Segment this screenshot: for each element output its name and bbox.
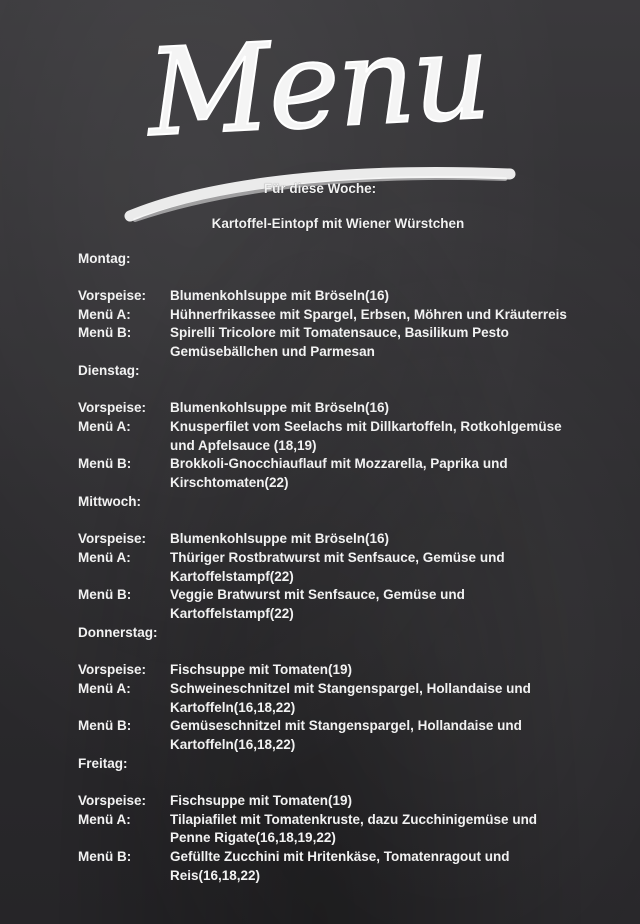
course-label: Menü A: — [78, 549, 131, 565]
menu-row — [78, 287, 578, 306]
course-label: Menü A: — [78, 680, 131, 696]
week-dish: Kartoffel-Eintopf mit Wiener Würstchen — [211, 216, 465, 231]
menu-row — [78, 306, 578, 325]
course-label: Vorspeise: — [78, 400, 147, 416]
course-label: Menü B: — [78, 587, 132, 603]
menu-row — [78, 811, 578, 848]
menu-row — [78, 399, 578, 418]
dish-text: Blumenkohlsuppe mit Bröseln(16) — [170, 400, 390, 416]
menu-row — [78, 418, 578, 455]
course-label: Vorspeise: — [78, 531, 147, 547]
course-label: Menü A: — [78, 306, 131, 322]
course-label: Menü B: — [78, 718, 132, 734]
course-label: Vorspeise: — [78, 662, 147, 678]
day-section — [78, 493, 578, 623]
menu-row — [78, 530, 578, 549]
menu-row — [78, 455, 578, 492]
dish-text: Knusperfilet vom Seelachs mit Dillkartoffeln, Rotkohlgemüse und Apfelsauce (18,19) — [170, 418, 562, 453]
menu-logo — [110, 6, 530, 236]
day-section — [78, 250, 578, 361]
dish-text: Brokkoli-Gnocchiauflauf mit Mozzarella, Paprika und Kirschtomaten(22) — [170, 456, 508, 490]
dish-text: Blumenkohlsuppe mit Bröseln(16) — [170, 288, 390, 303]
course-label: Menü B: — [78, 456, 132, 472]
menu-row — [78, 848, 578, 885]
week-label: Für diese Woche: — [263, 181, 377, 196]
menu-row — [78, 717, 578, 754]
day-title: Donnerstag: — [78, 625, 158, 641]
menu-row — [78, 324, 578, 361]
course-label: Menü A: — [78, 811, 131, 827]
menu-logo-text: Menu — [144, 7, 492, 164]
day-title: Montag: — [78, 251, 131, 266]
dish-text: Schweineschnitzel mit Stangenspargel, Hollandaise und Kartoffeln(16,18,22) — [170, 680, 531, 715]
day-section — [78, 624, 578, 754]
dish-text: Spirelli Tricolore mit Tomatensauce, Basilikum Pesto Gemüsebällchen und Parmesan — [170, 325, 509, 359]
day-section — [78, 755, 578, 885]
menu-row — [78, 586, 578, 623]
dish-text: Veggie Bratwurst mit Senfsauce, Gemüse und Kartoffelstampf(22) — [170, 587, 465, 621]
dish-text: Thüriger Rostbratwurst mit Senfsauce, Gemüse und Kartoffelstampf(22) — [170, 549, 505, 584]
dish-text: Blumenkohlsuppe mit Bröseln(16) — [170, 531, 390, 547]
menu-row — [78, 661, 578, 680]
course-label: Menü B: — [78, 325, 132, 341]
course-label: Menü A: — [78, 418, 131, 434]
menu-row — [78, 680, 578, 717]
dish-text: Gemüseschnitzel mit Stangenspargel, Hollandaise und Kartoffeln(16,18,22) — [170, 718, 522, 752]
dish-text: Fischsuppe mit Tomaten(19) — [170, 662, 353, 678]
dish-text: Tilapiafilet mit Tomatenkruste, dazu Zucchinigemüse und Penne Rigate(16,18,19,22) — [170, 811, 538, 846]
day-title: Dienstag: — [78, 363, 140, 379]
day-list — [78, 250, 578, 886]
menu-row — [78, 792, 578, 811]
day-title: Freitag: — [78, 756, 128, 772]
day-title: Mittwoch: — [78, 494, 141, 510]
dish-text: Gefüllte Zucchini mit Hritenkäse, Tomatenragout und Reis(16,18,22) — [170, 849, 510, 883]
menu-row — [78, 549, 578, 586]
dish-text: Fischsuppe mit Tomaten(19) — [170, 793, 353, 809]
course-label: Vorspeise: — [78, 793, 147, 809]
course-label: Menü B: — [78, 849, 132, 865]
course-label: Vorspeise: — [78, 288, 147, 303]
dish-text: Hühnerfrikassee mit Spargel, Erbsen, Möhren und Kräuterreis — [170, 306, 567, 322]
day-section — [78, 362, 578, 492]
